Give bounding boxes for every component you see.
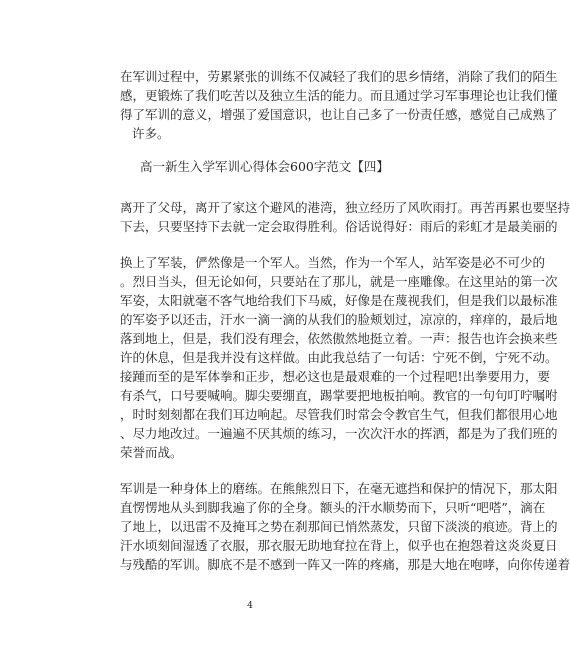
section-title: 高一新生入学军训心得体会600字范文【四】 <box>140 159 389 174</box>
paragraph-line: 与残酷的军训。脚底不是不感到一阵又一阵的疼痛，那是大地在咆哮，向你传递着 <box>120 557 570 572</box>
paragraph-line: 的军姿予以还击，汗水一滴一滴的从我们的脸颊划过，凉凉的，痒痒的，最后地 <box>120 312 558 327</box>
paragraph-1 <box>120 67 558 143</box>
page-number: 4 <box>247 601 253 611</box>
paragraph-line: 得了军训的意义，增强了爱国意识，也让自己多了一份责任感，感觉自己成熟了 <box>120 107 558 122</box>
paragraph-line: 下去，只要坚持下去就一定会取得胜利。俗话说得好：雨后的彩虹才是最美丽的 <box>120 219 558 234</box>
paragraph-line: 接踵而至的是军体拳和正步，想必这也是最艰难的一个过程吧!出拳要用力，要 <box>120 369 551 384</box>
paragraph-line: 、尽力地改过。一遍遍不厌其烦的练习，一次次汗水的挥洒，都是为了我们班的 <box>120 426 558 441</box>
section-title-block <box>120 157 410 176</box>
paragraph-line: 许的休息，但是我并没有这样做。由此我总结了一句话：宁死不倒，宁死不动。 <box>120 350 558 365</box>
paragraph-line: 。烈日当头，但无论如何，只要站在了那儿，就是一座雕像。在这里站的第一次 <box>120 274 558 289</box>
paragraph-line: 汗水顷刻间湿透了衣服，那衣服无助地耷拉在背上，似乎也在抱怨着这炎炎夏日 <box>120 538 558 553</box>
paragraph-line: 在军训过程中，劳累紧张的训练不仅减轻了我们的思乡情绪，消除了我们的陌生 <box>120 69 558 84</box>
paragraph-line: 离开了父母，离开了家这个避风的港湾，独立经历了风吹雨打。再苦再累也要坚持 <box>120 200 570 215</box>
paragraph-line: 有杀气，口号要喊响。脚尖要绷直，踢掌要把地板拍响。教官的一句句叮咛嘱咐 <box>120 388 558 403</box>
paragraph-line: 直愣愣地从头到脚我遍了你的全身。额头的汗水顺势而下，只听“吧嗒”，滴在 <box>120 500 546 515</box>
paragraph-line: 荣誉而战。 <box>120 445 183 460</box>
paragraph-line: 了地上，以迅雷不及掩耳之势在刹那间已悄然蒸发，只留下淡淡的痕迹。背上的 <box>120 519 558 534</box>
paragraph-4 <box>120 479 570 574</box>
paragraph-line: 许多。 <box>132 126 170 141</box>
paragraph-line: 落到地上，但是，我们没有理会，依然傲然地挺立着。一声：报告也许会换来些 <box>120 331 558 346</box>
paragraph-line: 感，更锻炼了我们吃苦以及独立生活的能力。而且通过学习军事理论也让我们懂 <box>120 88 558 103</box>
paragraph-line: ，时时刻刻都在我们耳边响起。尽管我们时常会令教官生气，但我们都很用心地 <box>120 407 558 422</box>
paragraph-line: 军姿，太阳就毫不客气地给我们下马威，好像是在蔑视我们，但是我们以最标准 <box>120 293 558 308</box>
paragraph-line: 军训是一种身体上的磨练。在熊熊烈日下，在毫无遮挡和保护的情况下，那太阳 <box>120 481 558 496</box>
paragraph-3 <box>120 253 558 462</box>
paragraph-2 <box>120 198 570 236</box>
paragraph-line: 换上了军装，俨然像是一个军人。当然，作为一个军人，站军姿是必不可少的 <box>120 255 546 270</box>
